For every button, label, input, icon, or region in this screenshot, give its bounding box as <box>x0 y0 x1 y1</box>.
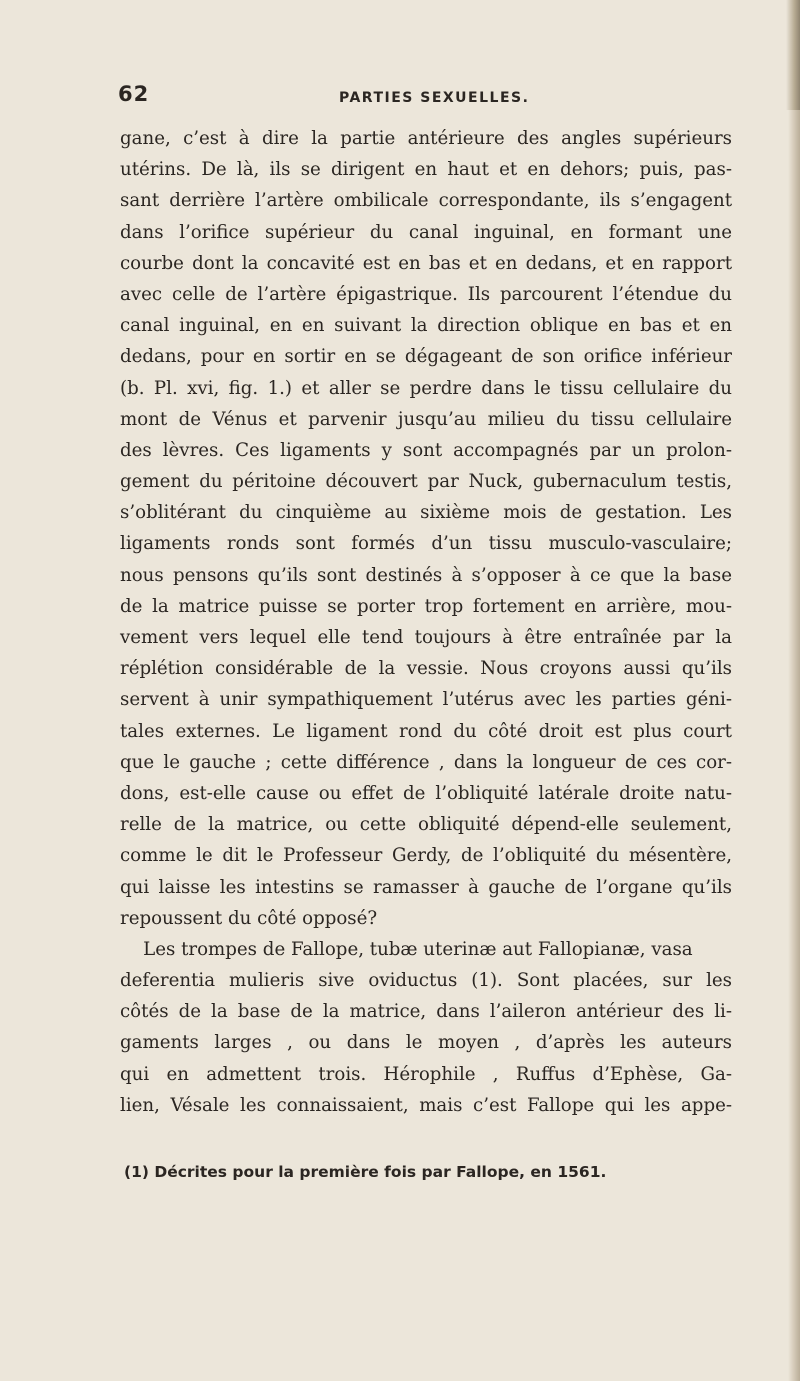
text-line: de la matrice puisse se porter trop fortement en arrière, mou- <box>120 595 732 617</box>
text-line: dans l’orifice supérieur du canal inguinal, en formant une <box>120 221 732 243</box>
text-line: s’oblitérant du cinquième au sixième mois de gestation. Les <box>120 502 732 524</box>
text-line: ligaments ronds sont formés d’un tissu musculo-vasculaire; <box>120 533 732 555</box>
text-line: sant derrière l’artère ombilicale correspondante, ils s’engagent <box>120 190 732 212</box>
text-line: avec celle de l’artère épigastrique. Ils parcourent l’étendue du <box>120 283 732 305</box>
text-line: gane, c’est à dire la partie antérieure des angles supérieurs <box>120 128 732 149</box>
running-title: PARTIES SEXUELLES. <box>339 90 530 106</box>
footnote: (1) Décrites pour la première fois par Fallope, en 1561. <box>124 1163 607 1181</box>
page-edge-shadow <box>786 0 800 110</box>
text-line: des lèvres. Ces ligaments y sont accompagnés par un prolon- <box>120 439 732 461</box>
text-line: côtés de la base de la matrice, dans l’aileron antérieur des li- <box>120 1001 732 1023</box>
text-line: repoussent du côté opposé? <box>120 907 378 929</box>
text-line: deferentia mulieris sive oviductus (1). Sont placées, sur les <box>120 970 732 992</box>
text-line: servent à unir sympathiquement l’utérus avec les parties géni- <box>120 689 732 711</box>
text-line: vement vers lequel elle tend toujours à être entraînée par la <box>120 627 732 648</box>
text-line: relle de la matrice, ou cette obliquité dépend-elle seulement, <box>120 814 732 836</box>
text-line: dons, est-elle cause ou effet de l’obliquité latérale droite natu- <box>120 782 732 804</box>
text-line: (b. Pl. xvi, fig. 1.) et aller se perdre dans le tissu cellulaire du <box>120 377 732 399</box>
page-number: 62 <box>118 82 150 106</box>
text-line: utérins. De là, ils se dirigent en haut et en dehors; puis, pas- <box>120 159 732 181</box>
text-line: mont de Vénus et parvenir jusqu’au milieu du tissu cellulaire <box>120 408 732 430</box>
page-header <box>118 78 738 118</box>
text-line: nous pensons qu’ils sont destinés à s’opposer à ce que la base <box>120 564 732 586</box>
text-line: gement du péritoine découvert par Nuck, gubernaculum testis, <box>120 471 732 493</box>
text-line: réplétion considérable de la vessie. Nous croyons aussi qu’ils <box>120 658 732 680</box>
text-line: gaments larges , ou dans le moyen , d’après les auteurs <box>120 1032 732 1054</box>
text-line: lien, Vésale les connaissaient, mais c’est Fallope qui les appe- <box>120 1094 732 1116</box>
text-line: canal inguinal, en en suivant la direction oblique en bas et en <box>120 315 732 337</box>
body-text <box>120 123 732 1121</box>
text-line: qui en admettent trois. Hérophile , Ruffus d’Ephèse, Ga- <box>120 1063 732 1085</box>
text-line: Les trompes de Fallope, tubæ uterinæ aut Fallopianæ, vasa <box>120 938 693 960</box>
text-line: dedans, pour en sortir en se dégageant de son orifice inférieur <box>120 346 732 368</box>
text-line: que le gauche ; cette différence , dans la longueur de ces cor- <box>120 751 732 773</box>
text-line: courbe dont la concavité est en bas et en dedans, et en rapport <box>120 252 732 274</box>
page-edge <box>788 0 800 1381</box>
text-line: tales externes. Le ligament rond du côté droit est plus court <box>120 720 732 742</box>
text-line: comme le dit le Professeur Gerdy, de l’obliquité du mésentère, <box>120 845 732 867</box>
text-line: qui laisse les intestins se ramasser à gauche de l’organe qu’ils <box>120 876 732 898</box>
